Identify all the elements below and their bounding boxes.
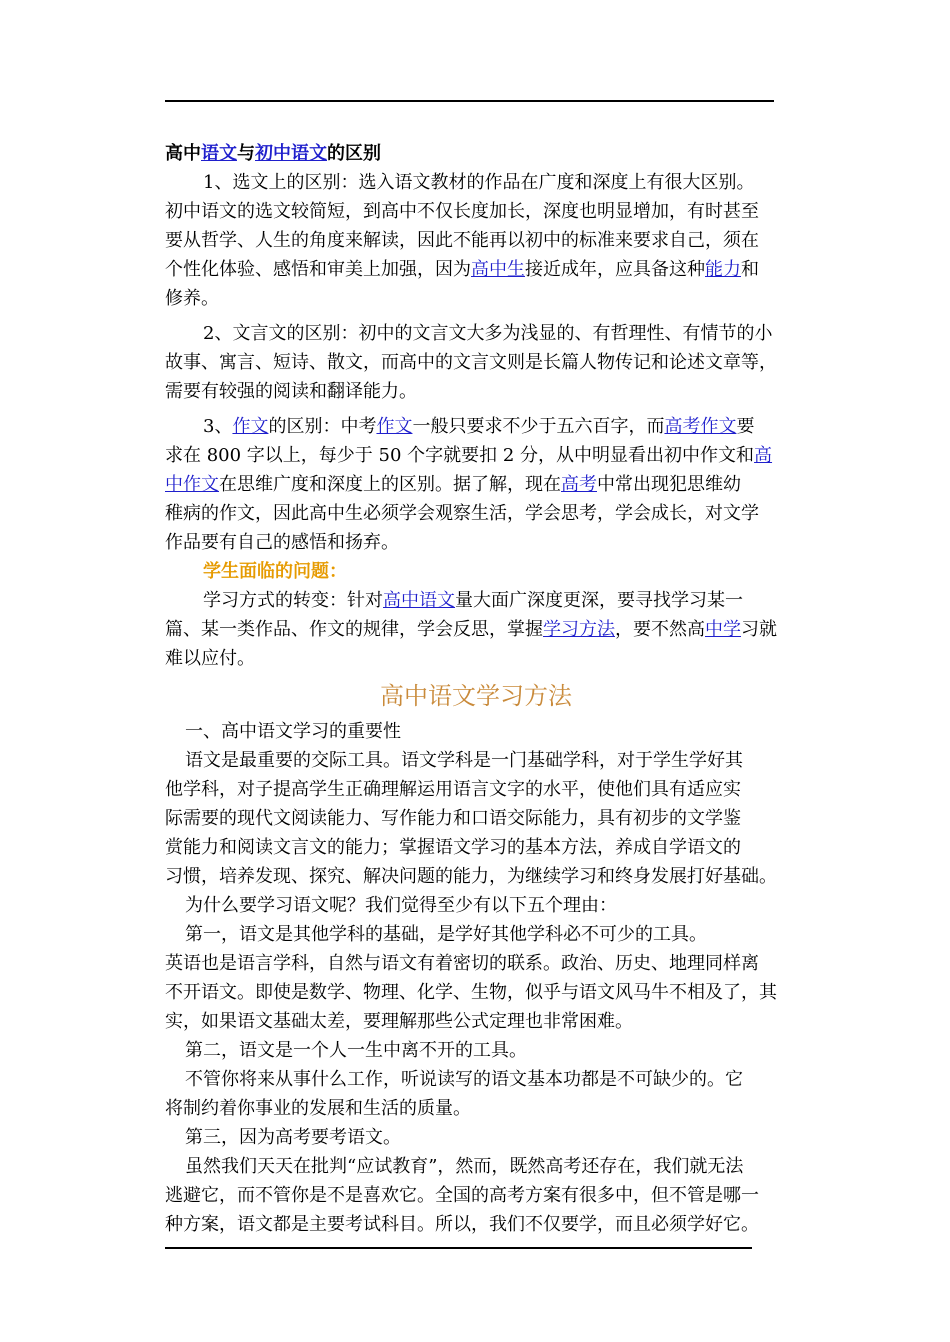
text-segment: 求在 800 字以上，每少于 50 个字就要扣 2 分，从中明显看出初中作文和 — [165, 445, 755, 466]
document-body — [165, 139, 787, 1239]
text-segment: 一般只要求不少于五六百字，而 — [412, 416, 665, 437]
text-line: 赏能力和阅读文言文的能力；掌握语文学习的基本方法，养成自学语文的 — [165, 837, 741, 858]
link-gaokao[interactable]: 高考 — [561, 474, 597, 495]
link-gaozhongsheng[interactable]: 高中生 — [471, 259, 525, 280]
text-segment: 习就 — [741, 619, 777, 640]
text-segment: 的区别：中考 — [268, 416, 377, 437]
link-chuzhong-yuwen[interactable]: 初中语文 — [255, 143, 327, 164]
text-line: 第二，语文是一个人一生中离不开的工具。 — [185, 1040, 527, 1061]
text-line: 为什么要学习语文呢？我们觉得至少有以下五个理由： — [185, 895, 617, 916]
text-line: 难以应付。 — [165, 648, 255, 669]
text-line: 需要有较强的阅读和翻译能力。 — [165, 381, 417, 402]
text-line: 习惯，培养发现、探究、解决问题的能力，为继续学习和终身发展打好基础。 — [165, 866, 777, 887]
text-line: 不开语文。即使是数学、物理、化学、生物，似乎与语文风马牛不相及了，其 — [165, 982, 777, 1003]
text-line — [165, 470, 787, 499]
section-subtitle: 一、高中语文学习的重要性 — [185, 721, 401, 742]
link-zuowen-2[interactable]: 作文 — [376, 416, 413, 437]
subheading-problems: 学生面临的问题： — [203, 561, 347, 582]
paragraph-english — [165, 949, 787, 1036]
text-segment: 和 — [741, 259, 759, 280]
text-segment: 学习方式的转变：针对 — [203, 590, 383, 611]
text-line — [165, 441, 787, 470]
text-line: 2、文言文的区别：初中的文言文大多为浅显的、有哲理性、有情节的小 — [203, 323, 773, 344]
text-segment: 接近成年，应具备这种 — [525, 259, 705, 280]
text-line — [165, 615, 787, 644]
paragraph-composition — [165, 412, 787, 557]
text-line: 将制约着你事业的发展和生活的质量。 — [165, 1098, 471, 1119]
text-line: 修养。 — [165, 288, 219, 309]
text-line: 第三，因为高考要考语文。 — [185, 1127, 401, 1148]
link-xuexi-fangfa[interactable]: 学习方法 — [543, 619, 615, 640]
text-line: 1、选文上的区别：选入语文教材的作品在广度和深度上有很大区别。 — [203, 172, 755, 193]
link-nengli[interactable]: 能力 — [705, 259, 741, 280]
header-rule — [165, 100, 774, 102]
text-line: 语文是最重要的交际工具。语文学科是一门基础学科，对于学生学好其 — [185, 750, 743, 771]
link-zuowen[interactable]: 作文 — [232, 416, 269, 437]
text-line: 要从哲学、人生的角度来解读，因此不能再以初中的标准来要求自己，须在 — [165, 230, 759, 251]
text-line — [165, 255, 787, 284]
text-line — [165, 586, 787, 615]
link-gaokao-zuowen[interactable]: 高考作文 — [664, 416, 737, 437]
text-line: 他学科，对子提高学生正确理解运用语言文字的水平，使他们具有适应实 — [165, 779, 741, 800]
text-segment: 篇、某一类作品、作文的规律，学会反思，掌握 — [165, 619, 543, 640]
text-line: 逃避它，而不管你是不是喜欢它。全国的高考方案有很多中，但不管是哪一 — [165, 1185, 759, 1206]
title-text: 与 — [237, 143, 255, 164]
link-gaozhong-zuowen[interactable]: 中作文 — [165, 474, 219, 495]
paragraph-gaokao — [165, 1152, 787, 1239]
text-line: 种方案，语文都是主要考试科目。所以，我们不仅要学，而且必须学好它。 — [165, 1214, 759, 1235]
link-gaozhong-zuowen[interactable]: 高 — [754, 445, 773, 466]
text-line: 第一，语文是其他学科的基础，是学好其他学科必不可少的工具。 — [185, 924, 707, 945]
text-segment: 3、 — [203, 416, 233, 437]
text-line: 稚病的作文，因此高中生必须学会观察生活，学会思考，学会成长，对文学 — [165, 503, 759, 524]
text-segment: 个性化体验、感悟和审美上加强，因为 — [165, 259, 471, 280]
text-segment: 量大面广深度更深，要寻找学习某一 — [455, 590, 743, 611]
footer-rule — [165, 1247, 752, 1249]
text-line: 英语也是语言学科，自然与语文有着密切的联系。政治、历史、地理同样离 — [165, 953, 759, 974]
link-yuwen[interactable]: 语文 — [201, 143, 237, 164]
paragraph-classical — [165, 319, 787, 406]
paragraph-career — [165, 1065, 787, 1123]
text-line — [165, 412, 787, 441]
title-text: 高中 — [165, 143, 201, 164]
text-line: 虽然我们天天在批判“应试教育”，然而，既然高考还存在，我们就无法 — [185, 1156, 744, 1177]
paragraph-selection — [165, 168, 787, 313]
text-line: 际需要的现代文阅读能力、写作能力和口语交际能力，具有初步的文学鉴 — [165, 808, 741, 829]
section-heading: 高中语文学习方法 — [380, 682, 572, 710]
text-line: 作品要有自己的感悟和扬弃。 — [165, 532, 399, 553]
text-segment: ，要不然高 — [615, 619, 705, 640]
title-text: 的区别 — [327, 143, 381, 164]
paragraph-learning-shift — [165, 586, 787, 673]
text-segment: 中常出现犯思维幼 — [597, 474, 741, 495]
text-line: 实，如果语文基础太差，要理解那些公式定理也非常困难。 — [165, 1011, 633, 1032]
text-segment: 要 — [736, 416, 755, 437]
text-line: 不管你将来从事什么工作，听说读写的语文基本功都是不可缺少的。它 — [185, 1069, 743, 1090]
paragraph-importance — [165, 746, 787, 891]
link-gaozhong-yuwen[interactable]: 高中语文 — [383, 590, 455, 611]
document-title — [165, 139, 787, 168]
text-segment: 在思维广度和深度上的区别。据了解，现在 — [219, 474, 561, 495]
text-line: 初中语文的选文较简短，到高中不仅长度加长，深度也明显增加，有时甚至 — [165, 201, 759, 222]
text-line: 故事、寓言、短诗、散文，而高中的文言文则是长篇人物传记和论述文章等， — [165, 352, 777, 373]
link-zhongxue[interactable]: 中学 — [705, 619, 741, 640]
